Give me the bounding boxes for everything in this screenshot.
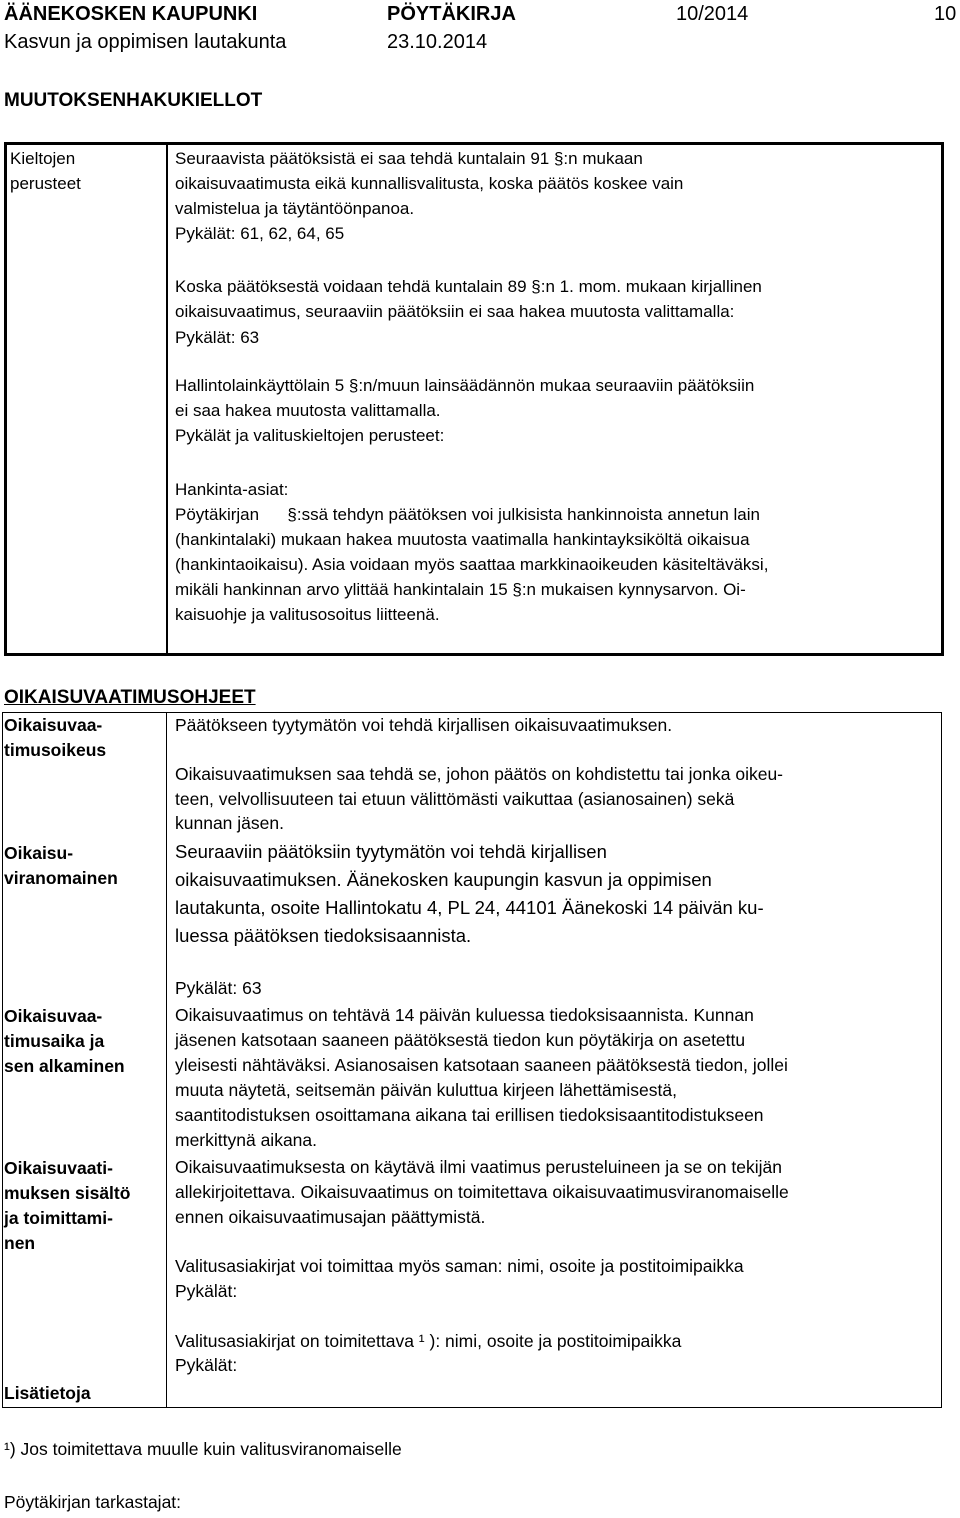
content-label-line4: nen xyxy=(4,1233,36,1253)
content-label-line2: muksen sisältö xyxy=(4,1183,131,1203)
document-type: PÖYTÄKIRJA xyxy=(387,3,516,25)
right-of-appeal-text1: Päätökseen tyytymätön voi tehdä kirjallisen oikaisuvaatimuksen. xyxy=(175,715,673,735)
para1-line1: Seuraavista päätöksistä ei saa tehdä kuntalain 91 §:n mukaan xyxy=(175,149,643,168)
procurement-line2: (hankintalaki) mukaan hakea muutosta vaatimalla hankintayksiköltä oikaisua xyxy=(175,530,750,549)
page-number: 10 xyxy=(934,3,957,25)
appeal-docs-1-text: Valitusasiakirjat voi toimittaa myös saman: nimi, osoite ja postitoimipaikka xyxy=(175,1256,744,1276)
footnote: ¹) Jos toimitettava muulle kuin valitusviranomaiselle xyxy=(4,1439,402,1459)
content-text-line3: ennen oikaisuvaatimusajan päättymistä. xyxy=(175,1207,486,1227)
para2-line2: oikaisuvaatimus, seuraaviin päätöksiin ei saa hakea muutosta valittamalla: xyxy=(175,302,735,321)
deadline-label-line2: timusaika ja xyxy=(4,1031,105,1051)
content-text-line1: Oikaisuvaatimuksesta on käytävä ilmi vaatimus perusteluineen ja se on tekijän xyxy=(175,1157,782,1177)
procurement-line3: (hankintaoikaisu). Asia voidaan myös saattaa markkinaoikeuden käsiteltäväksi, xyxy=(175,555,769,574)
deadline-label-line3: sen alkaminen xyxy=(4,1056,125,1076)
para3-sections: Pykälät ja valituskieltojen perusteet: xyxy=(175,426,445,445)
deadline-text-line4: muuta näytetä, seitsemän päivän kuluttua kirjeen lähettämisestä, xyxy=(175,1080,677,1100)
right-of-appeal-text2-line3: kunnan jäsen. xyxy=(175,813,284,833)
deadline-text-line3: yleisesti nähtäväksi. Asianosaisen katsotaan saaneen päätöksestä tiedon, jollei xyxy=(175,1055,788,1075)
deadline-text-line5: saantitodistuksen osoittamana aikana tai erillisen tiedoksisaantitodistukseen xyxy=(175,1105,764,1125)
para2-sections: Pykälät: 63 xyxy=(175,328,260,347)
authority-text-line4: luessa päätöksen tiedoksisaannista. xyxy=(175,925,472,946)
instructions-title: OIKAISUVAATIMUSOHJEET xyxy=(4,687,256,708)
procurement-line4: mikäli hankinnan arvo ylittää hankintalain 15 §:n mukaisen kynnysarvon. Oi- xyxy=(175,580,746,599)
para1-line3: valmistelua ja täytäntöönpanoa. xyxy=(175,199,415,218)
para1-line2: oikaisuvaatimusta eikä kunnallisvalitusta, koska päätös koskee vain xyxy=(175,174,684,193)
authority-sections: Pykälät: 63 xyxy=(175,978,262,998)
authority-label-line2: viranomainen xyxy=(4,868,118,888)
authority-text-line3: lautakunta, osoite Hallintokatu 4, PL 24, 44101 Äänekoski 14 päivän ku- xyxy=(175,897,764,918)
instructions-divider xyxy=(166,712,167,1408)
board-name: Kasvun ja oppimisen lautakunta xyxy=(4,31,287,53)
deadline-label-line1: Oikaisuvaa- xyxy=(4,1006,103,1026)
procurement-line5: kaisuohje ja valitusosoitus liitteenä. xyxy=(175,605,440,624)
reviewers-label: Pöytäkirjan tarkastajat: xyxy=(4,1492,182,1512)
deadline-text-line6: merkittynä aikana. xyxy=(175,1130,318,1150)
appeal-bans-divider xyxy=(166,145,168,653)
content-text-line2: allekirjoitettava. Oikaisuvaatimus on toimitettava oikaisuvaatimusviranomaiselle xyxy=(175,1182,789,1202)
para1-sections: Pykälät: 61, 62, 64, 65 xyxy=(175,224,345,243)
deadline-text-line2: jäsenen katsotaan saaneen päätöksestä tiedon kun pöytäkirja on asetettu xyxy=(175,1030,746,1050)
para3-line2: ei saa hakea muutosta valittamalla. xyxy=(175,401,441,420)
procurement-heading: Hankinta-asiat: xyxy=(175,480,289,499)
appeal-docs-1-sections: Pykälät: xyxy=(175,1281,238,1301)
procurement-line1: Pöytäkirjan §:ssä tehdyn päätöksen voi julkisista hankinnoista annetun lain xyxy=(175,505,760,524)
meeting-date: 23.10.2014 xyxy=(387,31,488,53)
organization-name: ÄÄNEKOSKEN KAUPUNKI xyxy=(4,3,258,25)
right-of-appeal-label-line2: timusoikeus xyxy=(4,740,107,760)
content-label-line1: Oikaisuvaati- xyxy=(4,1158,113,1178)
appeal-docs-2-sections: Pykälät: xyxy=(175,1355,238,1375)
more-info-label: Lisätietoja xyxy=(4,1383,91,1403)
appeal-bans-title: MUUTOKSENHAKUKIELLOT xyxy=(4,90,263,111)
content-label-line3: ja toimittami- xyxy=(4,1208,113,1228)
deadline-text-line1: Oikaisuvaatimus on tehtävä 14 päivän kuluessa tiedoksisaannista. Kunnan xyxy=(175,1005,754,1025)
authority-label-line1: Oikaisu- xyxy=(4,843,74,863)
appeal-bans-label-line2: perusteet xyxy=(10,174,81,193)
para3-line1: Hallintolainkäyttölain 5 §:n/muun lainsäädännön mukaa seuraaviin päätöksiin xyxy=(175,376,755,395)
authority-text-line2: oikaisuvaatimuksen. Äänekosken kaupungin kasvun ja oppimisen xyxy=(175,869,712,890)
right-of-appeal-text2-line1: Oikaisuvaatimuksen saa tehdä se, johon päätös on kohdistettu tai jonka oikeu- xyxy=(175,764,784,784)
appeal-docs-2-text: Valitusasiakirjat on toimitettava ¹ ): nimi, osoite ja postitoimipaikka xyxy=(175,1331,682,1351)
appeal-bans-label-line1: Kieltojen xyxy=(10,149,76,168)
para2-line1: Koska päätöksestä voidaan tehdä kuntalain 89 §:n 1. mom. mukaan kirjallinen xyxy=(175,277,762,296)
right-of-appeal-text2-line2: teen, velvollisuuteen tai etuun välittömästi vaikuttaa (asianosainen) sekä xyxy=(175,789,735,809)
right-of-appeal-label-line1: Oikaisuvaa- xyxy=(4,715,103,735)
document-number: 10/2014 xyxy=(676,3,749,25)
authority-text-line1: Seuraaviin päätöksiin tyytymätön voi tehdä kirjallisen xyxy=(175,841,607,862)
